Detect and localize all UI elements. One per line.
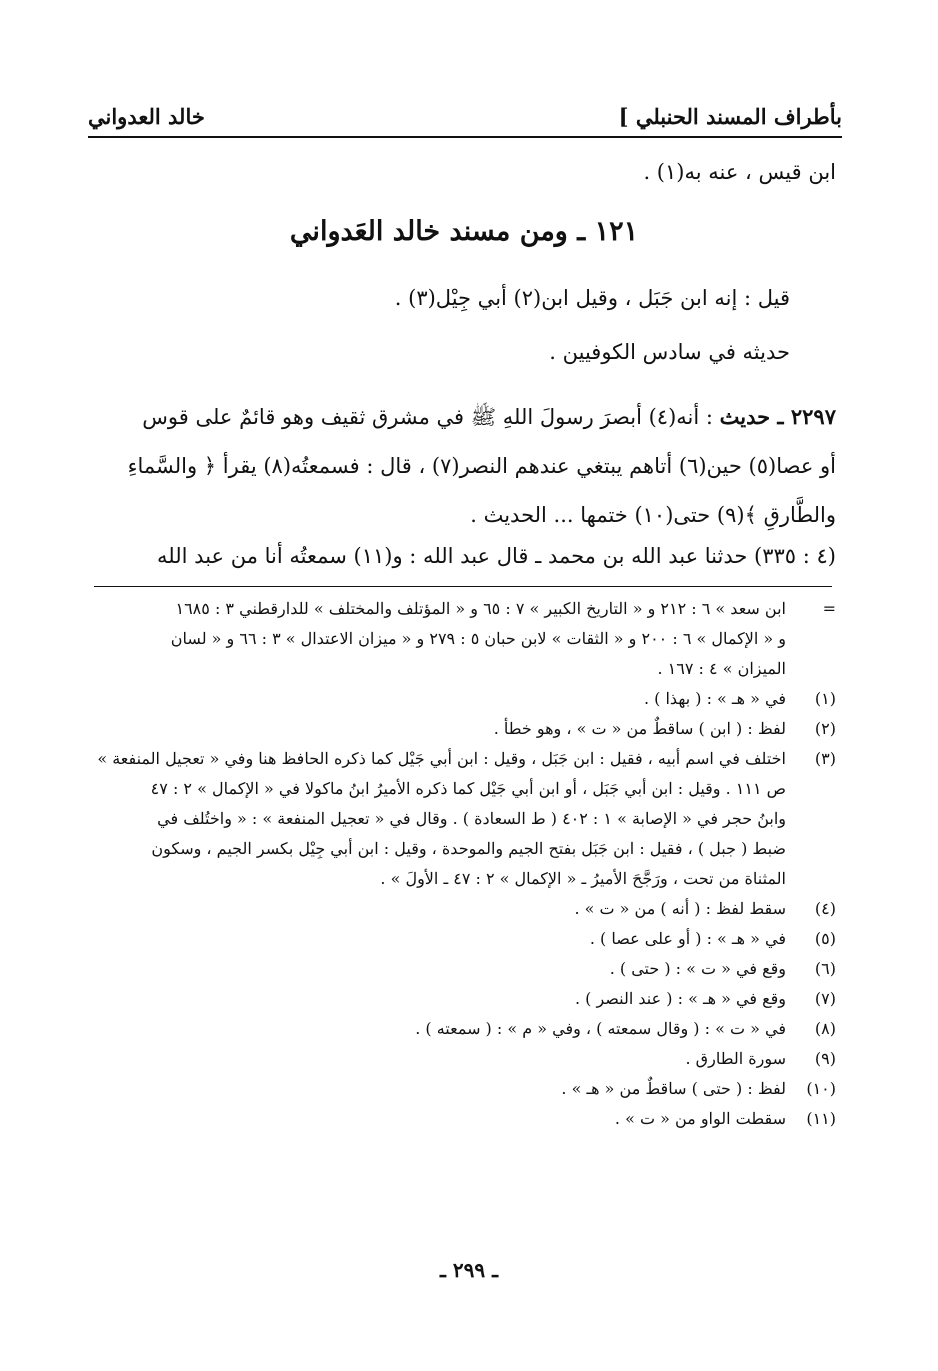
hadith-line-1 [92,392,836,442]
footnote-line: في « هـ » : ( بهذا ) . [643,689,786,708]
isnad-line: (٤ : ٣٣٥) حدثنا عبد الله بن محمد ـ قال عبد الله : و(١١) سمعتُه أنا من عبد الله [157,544,836,568]
continuation-line: ابن قيس ، عنه به(١) . [643,160,836,184]
hadith-line-1-text: : أنه(٤) أبصرَ رسولَ اللهِ ﷺ في مشرق ثقيف وهو قائمٌ على قوس [142,405,720,429]
footnote-5 [90,924,836,954]
footnote-number: (٢) [814,719,836,738]
intro-line-1: قيل : إنه ابن جَبَل ، وقيل ابن(٢) أبي جِيْل(٣) . [394,286,790,310]
header-section-name: خالد العدواني [88,103,205,129]
footnote-number: (٨) [814,1019,836,1038]
footnote-line: ابن سعد » ٦ : ٢١٢ و « التاريخ الكبير » ٧ : ٦٥ و « المؤتلف والمختلف » للدارقطني ٣ : ١٦٨٥ [175,599,786,618]
footnote-1 [90,684,836,714]
footnote-line: في « ت » : ( وقال سمعته ) ، وفي « م » : ( سمعته ) . [415,1019,786,1038]
footnote-marker: = [822,599,836,618]
footnote-line: الميزان » ٤ : ١٦٧ . [657,659,786,678]
footnote-line: اختلف في اسم أبيه ، فقيل : ابن جَبَل ، وقيل : ابن أبي جَيْل كما ذكره الحافظ هنا وفي « تعجيل المنفعة » [97,749,786,768]
footnote-number: (٧) [814,989,836,1008]
footnote-line: في « هـ » : ( أو على عصا ) . [589,929,786,948]
footnote-8 [90,1014,836,1044]
footnote-11 [90,1104,836,1134]
footnote-number: (١) [814,689,836,708]
footnote-line: وقع في « ت » : ( حتى ) . [609,959,786,978]
hadith-paragraph [92,392,836,540]
footnote-number: (١١) [806,1109,836,1128]
footnote-line: سقطت الواو من « ت » . [614,1109,786,1128]
footnote-continued [90,594,836,684]
hadith-number: ٢٢٩٧ ـ حديث [719,404,836,429]
footnote-number: (٥) [814,929,836,948]
header-book-title: بأطراف المسند الحنبلي ] [618,103,842,129]
footnote-line: وقع في « هـ » : ( عند النصر ) . [574,989,786,1008]
footnote-10 [90,1074,836,1104]
footnotes [90,594,836,1134]
footnote-2 [90,714,836,744]
footnote-line: سقط لفظ : ( أنه ) من « ت » . [574,899,786,918]
hadith-line-3: والطَّارقِ ﴾(٩) حتى(١٠) ختمها ... الحديث . [470,503,836,527]
footnote-line: لفظ : ( حتى ) ساقطٌ من « هـ » . [561,1079,786,1098]
footnotes-divider [94,586,832,587]
footnote-line: و « الإكمال » ٦ : ٢٠٠ و « الثقات » لابن حبان ٥ : ٢٧٩ و « ميزان الاعتدال » ٣ : ٦٦ و « لسان [170,629,786,648]
footnote-line: المثناة من تحت ، ورَجَّحَ الأميرُ ـ « الإكمال » ٢ : ٤٧ ـ الأولَ » . [380,869,786,888]
footnote-4 [90,894,836,924]
hadith-line-2: أو عصا(٥) حين(٦) أتاهم يبتغي عندهم النصر(٧) ، قال : فسمعتُه(٨) يقرأ ﴿ والسَّماءِ [127,454,836,478]
footnote-7 [90,984,836,1014]
page-number: ـ ٢٩٩ ـ [440,1258,498,1282]
footnote-line: وابنُ حجر في « الإصابة » ١ : ٤٠٢ ( ط السعادة ) . وقال في « تعجيل المنفعة » : « واختُلف في [157,809,786,828]
header-divider [88,136,842,138]
footnote-6 [90,954,836,984]
footnote-number: (٦) [814,959,836,978]
footnote-line: لفظ : ( ابن ) ساقطٌ من « ت » ، وهو خطأ . [493,719,786,738]
footnote-9 [90,1044,836,1074]
footnote-line: ص ١١١ . وقيل : ابن أبي جَبَل ، أو ابن أبي جَيْل كما ذكره الأميرُ ابنُ ماكولا في « الإكمال » ٢ : ٤٧ [150,779,786,798]
footnote-3 [90,744,836,894]
footnote-number: (٤) [814,899,836,918]
footnote-number: (١٠) [806,1079,836,1098]
footnote-line: ضبط ( جبل ) ، فقيل : ابن جَبَل بفتح الجيم والموحدة ، وقيل : ابن أبي جِيْل بكسر الجيم ، وسكون [151,839,786,858]
running-header [88,98,842,134]
section-title: ١٢١ ـ ومن مسند خالد العَدواني [289,216,639,247]
footnote-line: سورة الطارق . [685,1049,786,1068]
footnote-number: (٣) [814,749,836,768]
intro-line-2: حديثه في سادس الكوفيين . [549,340,790,364]
footnote-number: (٩) [814,1049,836,1068]
